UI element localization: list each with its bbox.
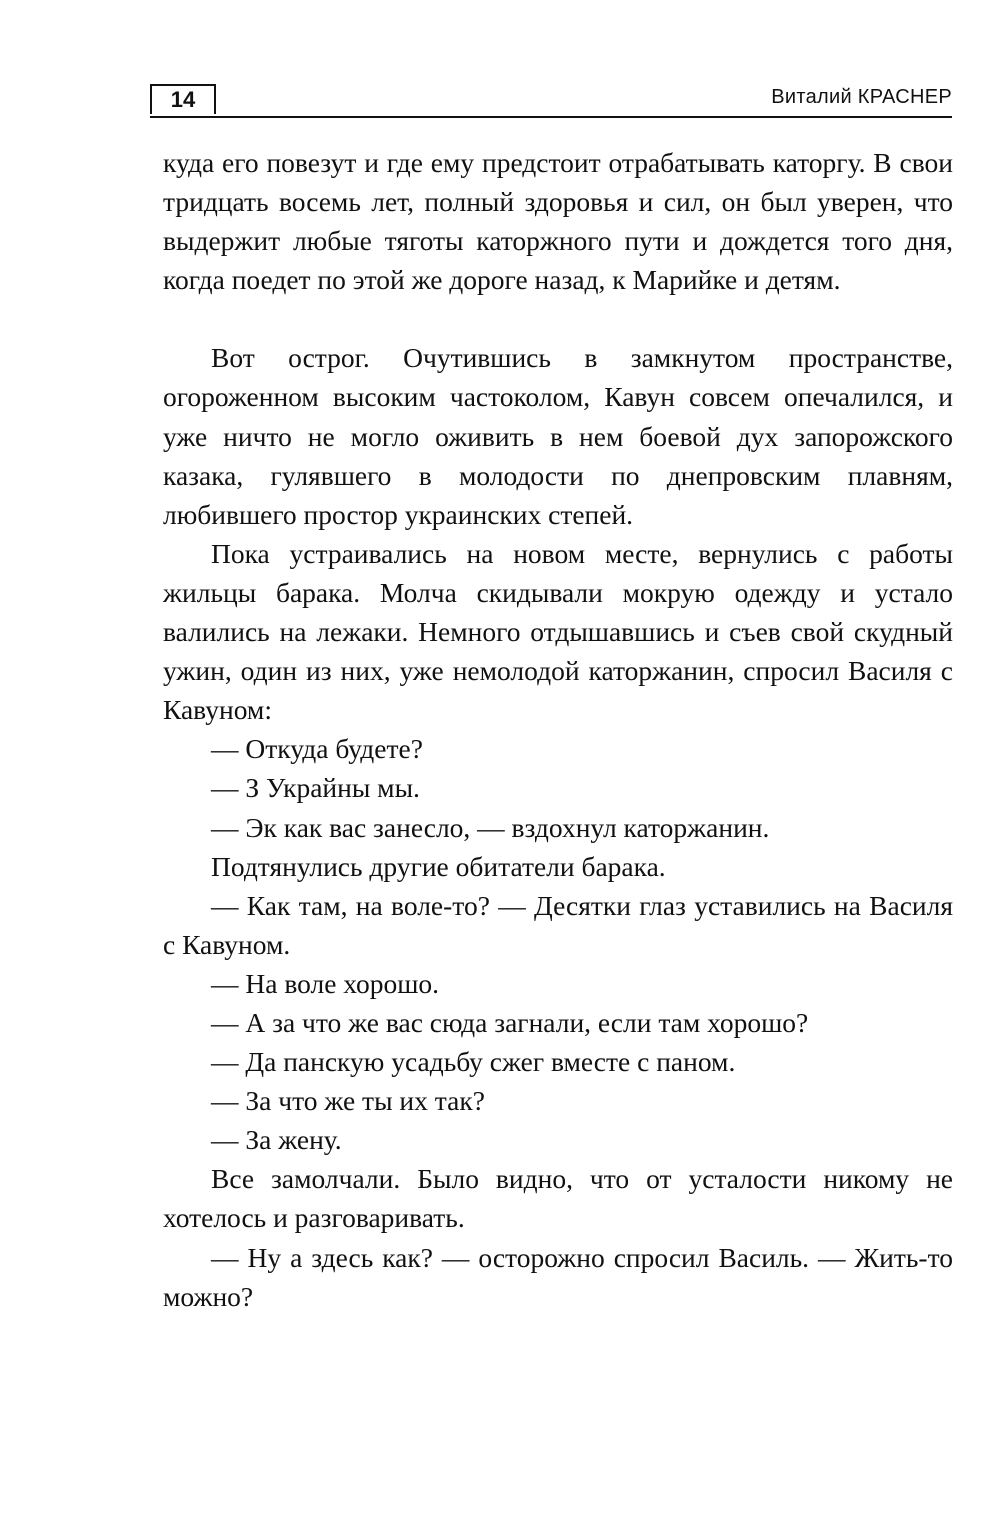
page-header <box>150 84 952 118</box>
dialogue-line: — Откуда будете? <box>211 733 423 765</box>
dialogue-line: — За жену. <box>211 1124 342 1156</box>
paragraph: Пока устраивались на новом месте, вернулись с работы жильцы барака. Молча скидывали мокрую одежду и устало валились на лежаки. Немного отдышавшись и съев свой скудный ужин, один из них, уже немолодой каторжанин, спросил Василя с Кавуном: <box>163 537 953 726</box>
paragraph: куда его повезут и где ему предстоит отрабатывать каторгу. В свои тридцать восемь лет, полный здоровья и сил, он был уверен, что выдержит любые тяготы каторжного пути и дождется того дня, когда поедет по этой же дороге назад, к Марийке и детям. <box>163 147 953 296</box>
dialogue-line: — Да панскую усадьбу сжег вместе с паном. <box>211 1046 736 1078</box>
dialogue-line: — Эк как вас занесло, — вздохнул каторжанин. <box>211 811 770 843</box>
running-head-author: Виталий КРАСНЕР <box>771 86 952 108</box>
paragraph: Подтянулись другие обитатели барака. <box>211 850 666 882</box>
dialogue-line: — Как там, на воле-то? — Десятки глаз уставились на Василя с Кавуном. <box>163 889 953 960</box>
body-text <box>163 143 953 1316</box>
paragraph: Вот острог. Очутившись в замкнутом пространстве, огороженном высоким частоколом, Кавун совсем опечалился, и уже ничто не могло оживить в нем боевой дух запорожского казака, гулявшего в молодости по днепровским плавням, любившего простор украинских степей. <box>163 342 953 530</box>
dialogue-line: — За что же ты их так? <box>211 1085 485 1117</box>
page-number: 14 <box>150 84 216 114</box>
dialogue-line: — На воле хорошо. <box>211 967 440 999</box>
dialogue-line: — Ну а здесь как? — осторожно спросил Василь. — Жить-то можно? <box>163 1241 953 1312</box>
paragraph: Все замолчали. Было видно, что от усталости никому не хотелось и разговаривать. <box>163 1163 953 1234</box>
dialogue-line: — З Украйны мы. <box>211 772 420 804</box>
dialogue-line: — А за что же вас сюда загнали, если там хорошо? <box>211 1006 809 1038</box>
